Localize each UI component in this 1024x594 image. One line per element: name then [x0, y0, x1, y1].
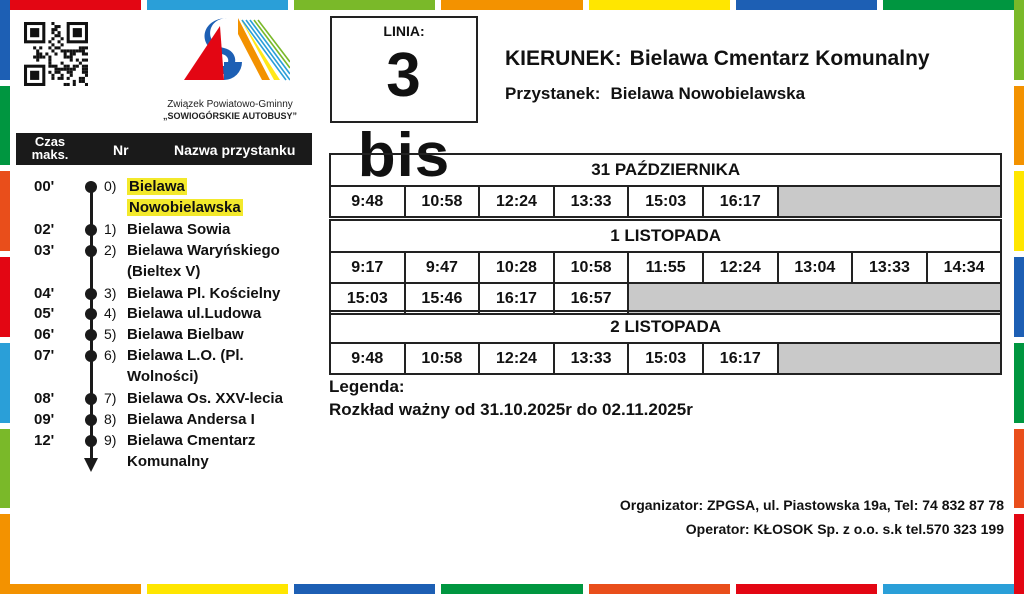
stop-time: 08' [34, 390, 55, 407]
frame-segment [1014, 86, 1024, 166]
stop-name-line1: Bielawa Andersa I [127, 411, 255, 428]
stop-time: 02' [34, 221, 55, 238]
current-stop-label: Przystanek: [505, 84, 601, 103]
stop-dot-icon [85, 350, 97, 362]
frame-segment [736, 0, 877, 10]
stop-time: 04' [34, 285, 55, 302]
frame-segment [0, 429, 10, 509]
stop-time: 05' [34, 305, 55, 322]
departure-time: 11:55 [628, 252, 703, 283]
frame-right-border [1014, 0, 1024, 594]
header-time-line1: Czas [34, 134, 66, 149]
frame-segment [736, 584, 877, 594]
departure-time: 9:48 [330, 343, 405, 374]
route-arrow-icon [84, 458, 98, 472]
direction-label: KIERUNEK: [505, 47, 622, 70]
stop-number: 9) [104, 432, 117, 448]
stop-name[interactable] [127, 219, 307, 240]
empty-cell [778, 343, 1002, 374]
stop-name-line1: Bielawa Pl. Kościelny [127, 285, 281, 302]
current-stop-value: Bielawa Nowobielawska [610, 84, 806, 103]
stop-time: 03' [34, 242, 55, 259]
frame-top-border [0, 0, 1024, 10]
frame-segment [0, 257, 10, 337]
frame-segment [0, 343, 10, 423]
stop-name[interactable] [127, 240, 307, 282]
line-number: 3 bis [357, 41, 451, 190]
frame-segment [147, 584, 288, 594]
departure-time: 13:33 [852, 252, 927, 283]
stop-number: 4) [104, 305, 117, 321]
stop-dot-icon [85, 181, 97, 193]
stop-time: 06' [34, 326, 55, 343]
departure-time: 10:58 [405, 186, 480, 217]
timetable-row [330, 252, 1001, 283]
line-number-box [330, 16, 478, 190]
departure-time: 12:24 [703, 252, 778, 283]
stop-name-line2: Wolności) [127, 368, 199, 385]
departure-time: 10:58 [405, 343, 480, 374]
stop-number: 6) [104, 347, 117, 363]
stop-dot-icon [85, 288, 97, 300]
frame-segment [0, 584, 141, 594]
departure-time: 13:33 [554, 186, 629, 217]
departure-time: 10:58 [554, 252, 629, 283]
stop-name-line1: Bielawa Waryńskiego [127, 242, 280, 259]
timetable-day-header: 2 LISTOPADA [330, 311, 1001, 343]
stop-dot-icon [85, 308, 97, 320]
stop-dot-icon [85, 414, 97, 426]
frame-segment [147, 0, 288, 10]
stop-name[interactable] [127, 324, 307, 345]
departure-time: 16:57 [554, 283, 629, 314]
departure-time: 9:47 [405, 252, 480, 283]
frame-segment [0, 171, 10, 251]
timetable-day-section [329, 219, 1002, 315]
frame-segment [883, 0, 1024, 10]
frame-left-border [0, 0, 10, 594]
timetable-day-section [329, 153, 1002, 218]
stop-name[interactable] [127, 388, 307, 409]
organization-brand: „SOWIOGÓRSKIE AUTOBUSY” [162, 111, 297, 121]
stop-time: 09' [34, 411, 55, 428]
frame-segment [0, 514, 10, 594]
frame-segment [1014, 257, 1024, 337]
departure-time: 15:03 [628, 186, 703, 217]
current-stop [505, 84, 805, 104]
frame-segment [294, 584, 435, 594]
stop-name[interactable] [127, 283, 307, 304]
stop-number: 5) [104, 326, 117, 342]
frame-segment [0, 0, 10, 80]
qr-code-icon[interactable] [24, 22, 88, 86]
stop-name[interactable] [127, 345, 307, 387]
stop-time: 00' [34, 178, 55, 195]
stop-name-line2: Komunalny [127, 453, 209, 470]
frame-segment [1014, 171, 1024, 251]
stop-name-line1: Bielawa Bielbaw [127, 326, 244, 343]
stop-number: 7) [104, 390, 117, 406]
stop-name-line2: Nowobielawska [129, 199, 241, 216]
stop-number: 3) [104, 285, 117, 301]
stop-list-header [16, 133, 312, 165]
frame-segment [1014, 0, 1024, 80]
frame-segment [441, 0, 582, 10]
stop-name[interactable] [127, 409, 307, 430]
frame-segment [1014, 429, 1024, 509]
timetable-row [330, 186, 1001, 217]
departure-time: 9:17 [330, 252, 405, 283]
stop-dot-icon [85, 245, 97, 257]
header-time-line2: maks. [31, 147, 69, 162]
departure-time: 15:03 [330, 283, 405, 314]
departure-time: 13:04 [778, 252, 853, 283]
header-time [20, 135, 80, 161]
frame-segment [0, 86, 10, 166]
header-nr: Nr [113, 142, 129, 158]
departure-time: 15:46 [405, 283, 480, 314]
stop-name-line1: Bielawa Cmentarz [127, 432, 256, 449]
frame-segment [589, 584, 730, 594]
header-stop-name: Nazwa przystanku [174, 142, 296, 158]
stop-number: 1) [104, 221, 117, 237]
departure-time: 12:24 [479, 186, 554, 217]
timetable-row [330, 343, 1001, 374]
frame-segment [883, 584, 1024, 594]
sowiogorskie-autobusy-logo [180, 14, 290, 94]
stop-dot-icon [85, 224, 97, 236]
stop-number: 0) [104, 178, 117, 194]
timetable-day-header: 1 LISTOPADA [330, 220, 1001, 252]
frame-segment [0, 0, 141, 10]
organization-name: Związek Powiatowo-Gminny [167, 99, 293, 110]
stop-number: 2) [104, 242, 117, 258]
organizer-info: Organizator: ZPGSA, ul. Piastowska 19a, Tel: 74 832 87 78 [619, 497, 1004, 513]
frame-bottom-border [0, 584, 1024, 594]
departure-time: 12:24 [479, 343, 554, 374]
timetable-day-section [329, 310, 1002, 375]
stop-name-line2: (Bieltex V) [127, 263, 201, 280]
timetable-day-header: 31 PAŹDZIERNIKA [330, 154, 1001, 186]
direction-value: Bielawa Cmentarz Komunalny [629, 47, 930, 70]
frame-segment [441, 584, 582, 594]
stop-name-line1: Bielawa Sowia [127, 221, 231, 238]
stop-name-line1: Bielawa L.O. (Pl. [127, 347, 244, 364]
direction [505, 47, 930, 71]
departure-time: 16:17 [703, 186, 778, 217]
frame-segment [1014, 343, 1024, 423]
departure-time: 16:17 [703, 343, 778, 374]
stop-dot-icon [85, 329, 97, 341]
frame-segment [1014, 514, 1024, 594]
stop-name[interactable] [127, 303, 307, 324]
departure-time: 15:03 [628, 343, 703, 374]
legend-title: Legenda: [329, 377, 405, 396]
stop-name-line1: Bielawa ul.Ludowa [127, 305, 262, 322]
stop-time: 12' [34, 432, 55, 449]
legend-text: Rozkład ważny od 31.10.2025r do 02.11.2025r [329, 400, 693, 419]
frame-segment [294, 0, 435, 10]
stop-name[interactable] [127, 430, 307, 472]
stop-time: 07' [34, 347, 55, 364]
stop-name-line1: Bielawa [129, 178, 185, 195]
departure-time: 10:28 [479, 252, 554, 283]
stop-name-line1: Bielawa Os. XXV-lecia [127, 390, 283, 407]
stop-dot-icon [85, 435, 97, 447]
stop-dot-icon [85, 393, 97, 405]
departure-time: 13:33 [554, 343, 629, 374]
frame-segment [589, 0, 730, 10]
departure-time: 9:48 [330, 186, 405, 217]
departure-time: 14:34 [927, 252, 1002, 283]
stop-name[interactable] [127, 176, 307, 218]
departure-time: 16:17 [479, 283, 554, 314]
line-label: LINIA: [383, 23, 425, 39]
operator-info: Operator: KŁOSOK Sp. z o.o. s.k tel.570 323 199 [685, 521, 1004, 537]
empty-cell [778, 186, 1002, 217]
stop-number: 8) [104, 411, 117, 427]
